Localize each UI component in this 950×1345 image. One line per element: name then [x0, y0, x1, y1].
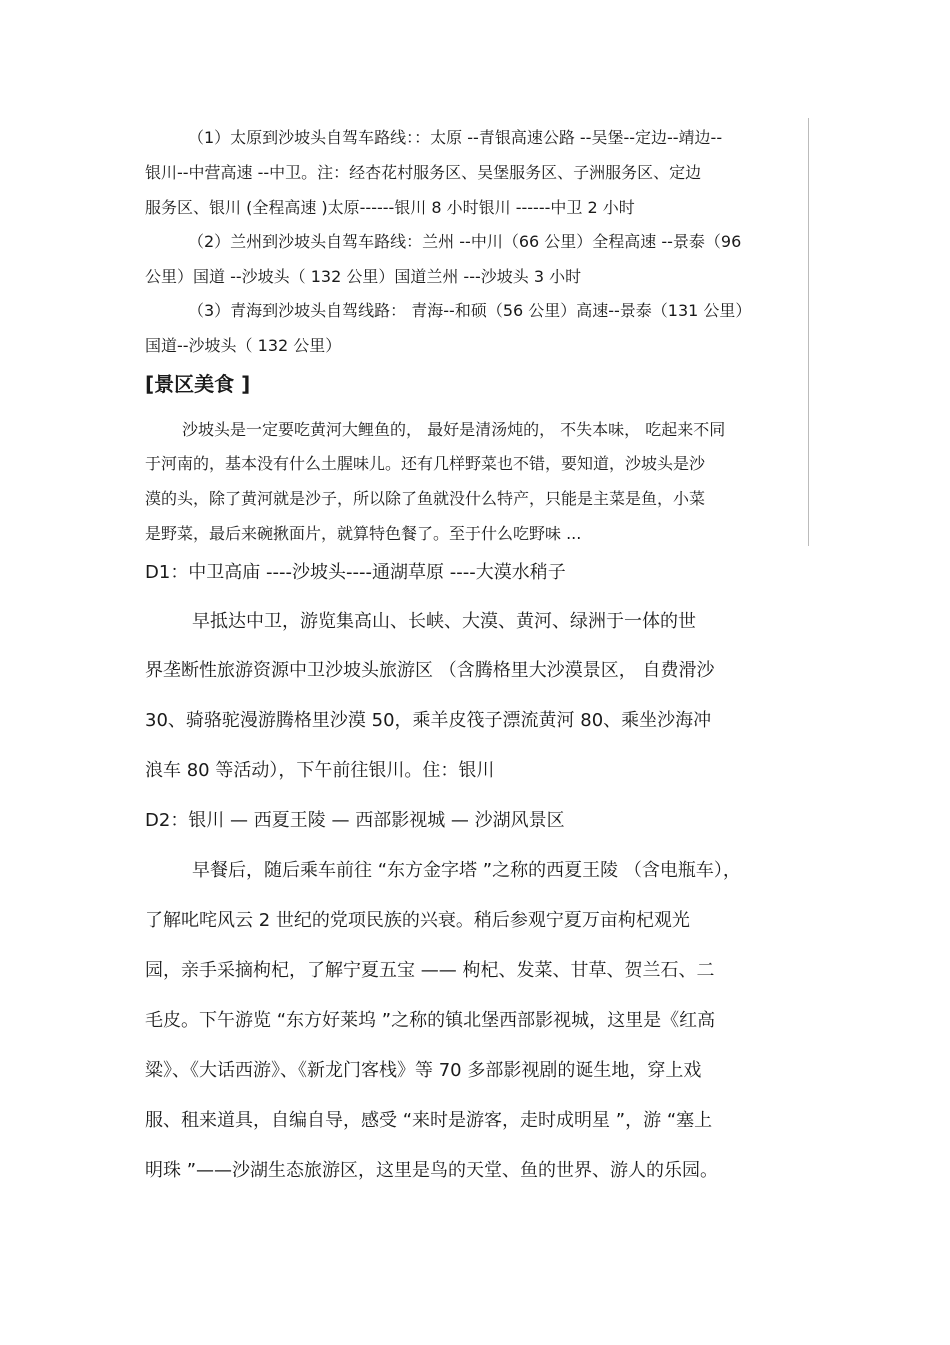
- route-line-1: （1）太原到沙坡头自驾车路线：：太原 --青银高速公路 --吴堡--定边--靖边--: [188, 128, 723, 147]
- d2-line-5: 粱》、《大话西游》、《新龙门客栈》等 70 多部影视剧的诞生地，穿上戏: [145, 1060, 702, 1081]
- d2-line-1: 早餐后，随后乘车前往 “东方金字塔 ”之称的西夏王陵 （含电瓶车），: [192, 860, 741, 881]
- d1-title: D1：中卫高庙 ----沙坡头----通湖草原 ----大漠水稍子: [145, 562, 566, 583]
- d1-line-1: 早抵达中卫，游览集高山、长峡、大漠、黄河、绿洲于一体的世: [192, 611, 696, 632]
- d1-line-2: 界垄断性旅游资源中卫沙坡头旅游区 （含腾格里大沙漠景区， 自费滑沙: [145, 660, 715, 681]
- d1-line-4: 浪车 80 等活动），下午前往银川。住：银川: [145, 760, 495, 781]
- d2-line-4: 毛皮。下午游览 “东方好莱坞 ”之称的镇北堡西部影视城，这里是《红高: [145, 1010, 716, 1031]
- food-line-2: 于河南的，基本没有什么土腥味儿。还有几样野菜也不错，要知道，沙坡头是沙: [145, 454, 706, 473]
- food-line-4: 是野菜，最后来碗揪面片，就算特色餐了。至于什么吃野味 ...: [145, 524, 582, 543]
- route-line-5: 公里）国道 --沙坡头（ 132 公里）国道兰州 ---沙坡头 3 小时: [145, 267, 582, 286]
- route-line-2: 银川--中营高速 --中卫。注：经杏花村服务区、吴堡服务区、子洲服务区、定边: [145, 163, 702, 182]
- food-heading: [景区美食 ]: [145, 372, 251, 396]
- d2-line-2: 了解叱咤风云 2 世纪的党项民族的兴衰。稍后参观宁夏万亩枸杞观光: [145, 910, 690, 931]
- d2-line-6: 服、租来道具，自编自导，感受 “来时是游客，走时成明星 ”，游 “塞上: [145, 1110, 713, 1131]
- route-line-4: （2）兰州到沙坡头自驾车路线：兰州 --中川（66 公里）全程高速 --景泰（96: [188, 232, 742, 251]
- route-line-3: 服务区、银川 (全程高速 )太原------银川 8 小时银川 ------中卫 2 小时: [145, 198, 635, 217]
- d2-line-3: 园，亲手采摘枸杞，了解宁夏五宝 —— 枸杞、发菜、甘草、贺兰石、二: [145, 960, 715, 981]
- d2-line-7: 明珠 ”——沙湖生态旅游区，这里是鸟的天堂、鱼的世界、游人的乐园。: [145, 1160, 719, 1181]
- page-margin-line: [808, 118, 809, 546]
- route-line-6: （3）青海到沙坡头自驾线路： 青海--和硕（56 公里）高速--景泰（131 公里）: [188, 301, 752, 320]
- d2-title: D2：银川 — 西夏王陵 — 西部影视城 — 沙湖风景区: [145, 810, 565, 831]
- route-line-7: 国道--沙坡头（ 132 公里）: [145, 336, 342, 355]
- d1-line-3: 30、骑骆驼漫游腾格里沙漠 50，乘羊皮筏子漂流黄河 80、乘坐沙海冲: [145, 710, 712, 731]
- food-line-1: 沙坡头是一定要吃黄河大鲤鱼的， 最好是清汤炖的， 不失本味， 吃起来不同: [182, 420, 726, 439]
- food-line-3: 漠的头，除了黄河就是沙子，所以除了鱼就没什么特产，只能是主菜是鱼，小菜: [145, 489, 706, 508]
